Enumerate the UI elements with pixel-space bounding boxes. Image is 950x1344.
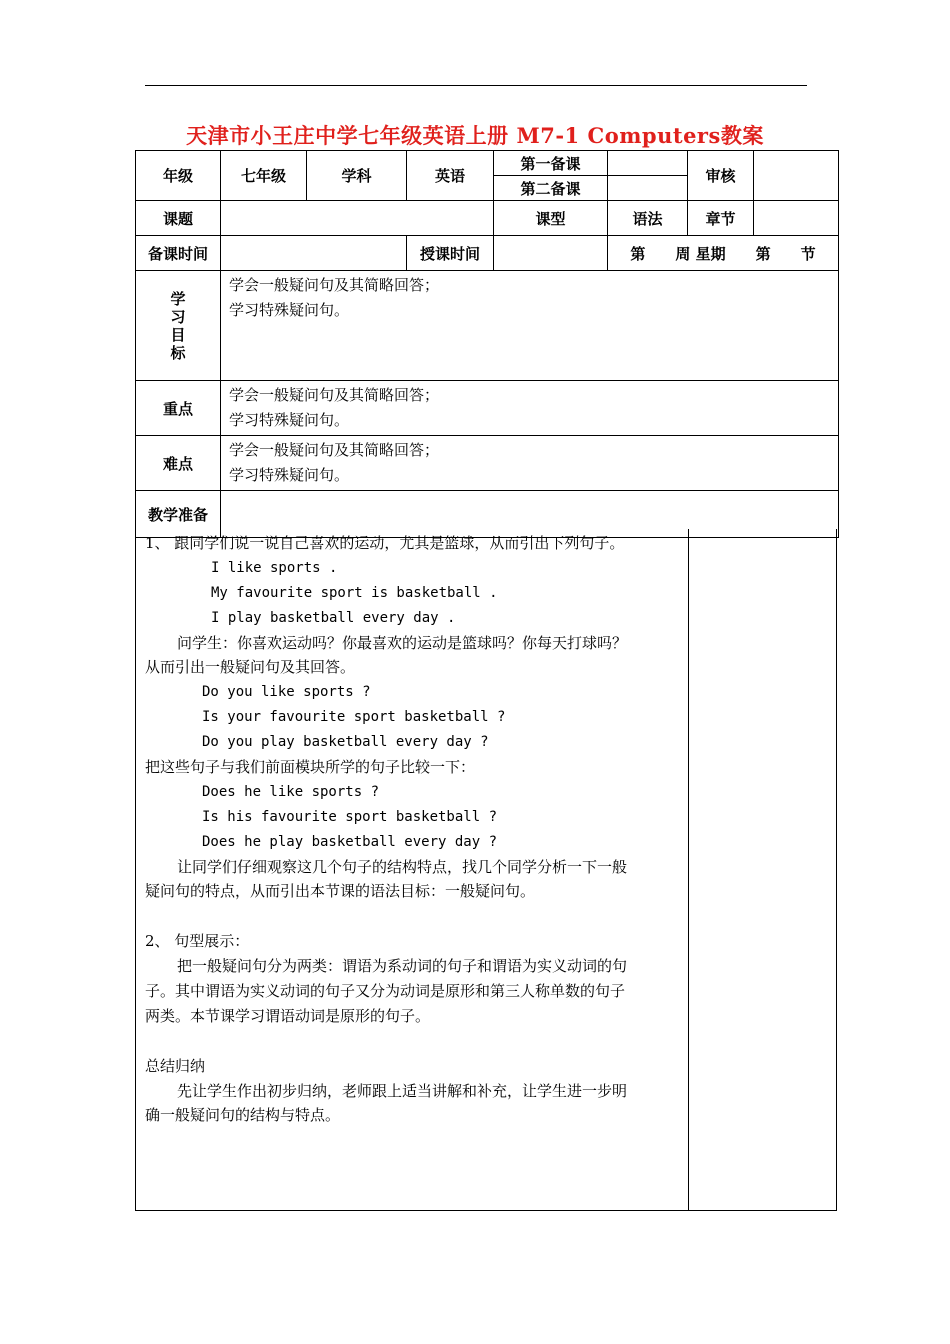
goals-line: 学习特殊疑问句。 [229, 301, 350, 319]
prep2-value [608, 176, 688, 201]
body-line: Do you play basketball every day ? [202, 734, 489, 751]
difficulties-line: 学会一般疑问句及其简略回答； [229, 441, 440, 459]
key-points-content [221, 381, 839, 436]
body-line [145, 904, 685, 929]
prep-label: 教学准备 [136, 491, 221, 538]
chapter-label: 章节 [688, 201, 754, 236]
body-line: Does he like sports ? [202, 783, 380, 800]
chapter-value [754, 201, 839, 236]
prep2-label: 第二备课 [494, 176, 608, 201]
body-line: 先让学生作出初步归纳，老师跟上适当讲解和补充，让学生进一步明 [177, 1081, 628, 1100]
teaching-process-box [135, 529, 837, 1211]
body-line: Is his favourite sport basketball ? [202, 808, 498, 825]
review-label: 审核 [688, 151, 754, 201]
prep1-label: 第一备课 [494, 151, 608, 176]
lesson-info-table [135, 150, 839, 538]
difficulties-content [221, 436, 839, 491]
key-points-label: 重点 [136, 381, 221, 436]
body-line: 疑问句的特点，从而引出本节课的语法目标：一般疑问句。 [145, 882, 536, 901]
header-rule [145, 85, 807, 86]
grade-label: 年级 [136, 151, 221, 201]
type-label: 课型 [494, 201, 608, 236]
prep-time-value [221, 236, 407, 271]
body-line: 确一般疑问句的结构与特点。 [145, 1106, 341, 1125]
body-line: 2、 句型展示： [145, 932, 250, 951]
body-line: I play basketball every day . [211, 609, 456, 626]
prep-time-label: 备课时间 [136, 236, 221, 271]
body-line: 问学生：你喜欢运动吗？你最喜欢的运动是篮球吗？你每天打球吗？ [177, 633, 628, 652]
week-schedule: 第 周 星期 第 节 [608, 236, 839, 271]
body-line: My favourite sport is basketball . [211, 584, 498, 601]
teaching-process-text [145, 531, 685, 1128]
body-line: 把这些句子与我们前面模块所学的句子比较一下： [145, 758, 476, 777]
body-line: Do you like sports ? [202, 684, 371, 701]
body-line: 把一般疑问句分为两类：谓语为系动词的句子和谓语为实义动词的句 [177, 957, 628, 976]
goals-content [221, 271, 839, 381]
difficulties-label: 难点 [136, 436, 221, 491]
key-points-line: 学会一般疑问句及其简略回答； [229, 386, 440, 404]
body-line: 让同学们仔细观察这几个句子的结构特点，找几个同学分析一下一般 [177, 857, 628, 876]
topic-label: 课题 [136, 201, 221, 236]
body-line: I like sports . [211, 559, 338, 576]
body-line [145, 1029, 685, 1054]
review-value [754, 151, 839, 201]
body-line: 两类。本节课学习谓语动词是原形的句子。 [145, 1006, 431, 1025]
body-line: Is your favourite sport basketball ? [202, 709, 506, 726]
column-divider [688, 529, 689, 1210]
body-line: 从而引出一般疑问句及其回答。 [145, 658, 356, 677]
teach-time-label: 授课时间 [407, 236, 494, 271]
teach-time-value [494, 236, 608, 271]
body-line: 子。其中谓语为实义动词的句子又分为动词是原形和第三人称单数的句子 [145, 982, 626, 1001]
page-title: 天津市小王庄中学七年级英语上册 M7-1 Computers教案 [186, 123, 764, 148]
topic-value [221, 201, 494, 236]
subject-label: 学科 [307, 151, 407, 201]
type-value: 语法 [608, 201, 688, 236]
body-line: Does he play basketball every day ? [202, 833, 498, 850]
difficulties-line: 学习特殊疑问句。 [229, 466, 350, 484]
key-points-line: 学习特殊疑问句。 [229, 411, 350, 429]
body-line: 总结归纳 [145, 1056, 206, 1075]
body-line: 1、 跟同学们说一说自己喜欢的运动，尤其是篮球，从而引出下列句子。 [145, 534, 625, 552]
goals-line: 学会一般疑问句及其简略回答； [229, 276, 440, 294]
subject-value: 英语 [407, 151, 494, 201]
grade-value: 七年级 [221, 151, 307, 201]
goals-label: 学习目标 [136, 271, 221, 381]
prep1-value [608, 151, 688, 176]
